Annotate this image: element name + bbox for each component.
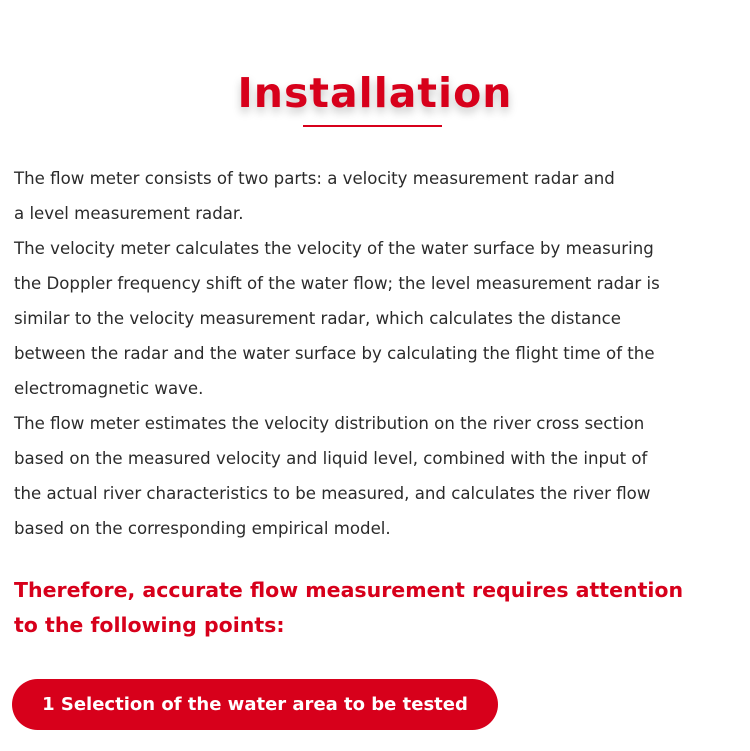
- title-underline-divider: [303, 125, 442, 127]
- description-line: based on the measured velocity and liquid level, combined with the input of: [14, 449, 648, 468]
- description-line: The velocity meter calculates the velocity of the water surface by measuring: [14, 239, 654, 258]
- attention-callout-heading: [14, 573, 739, 643]
- description-line: a level measurement radar.: [14, 204, 244, 223]
- description-line: the actual river characteristics to be measured, and calculates the river flow: [14, 484, 651, 503]
- description-text-block: [14, 161, 739, 546]
- description-line: between the radar and the water surface by calculating the flight time of the: [14, 344, 655, 363]
- description-line: based on the corresponding empirical model.: [14, 519, 391, 538]
- callout-line: Therefore, accurate flow measurement requires attention: [14, 578, 684, 602]
- section-1-water-area-pill: 1 Selection of the water area to be tested: [12, 679, 498, 730]
- description-line: electromagnetic wave.: [14, 379, 204, 398]
- description-line: The flow meter consists of two parts: a velocity measurement radar and: [14, 169, 615, 188]
- description-line: similar to the velocity measurement radar, which calculates the distance: [14, 309, 621, 328]
- page-title: Installation: [237, 69, 513, 118]
- description-line: The flow meter estimates the velocity distribution on the river cross section: [14, 414, 645, 433]
- callout-line: to the following points:: [14, 613, 285, 637]
- description-line: the Doppler frequency shift of the water flow; the level measurement radar is: [14, 274, 660, 293]
